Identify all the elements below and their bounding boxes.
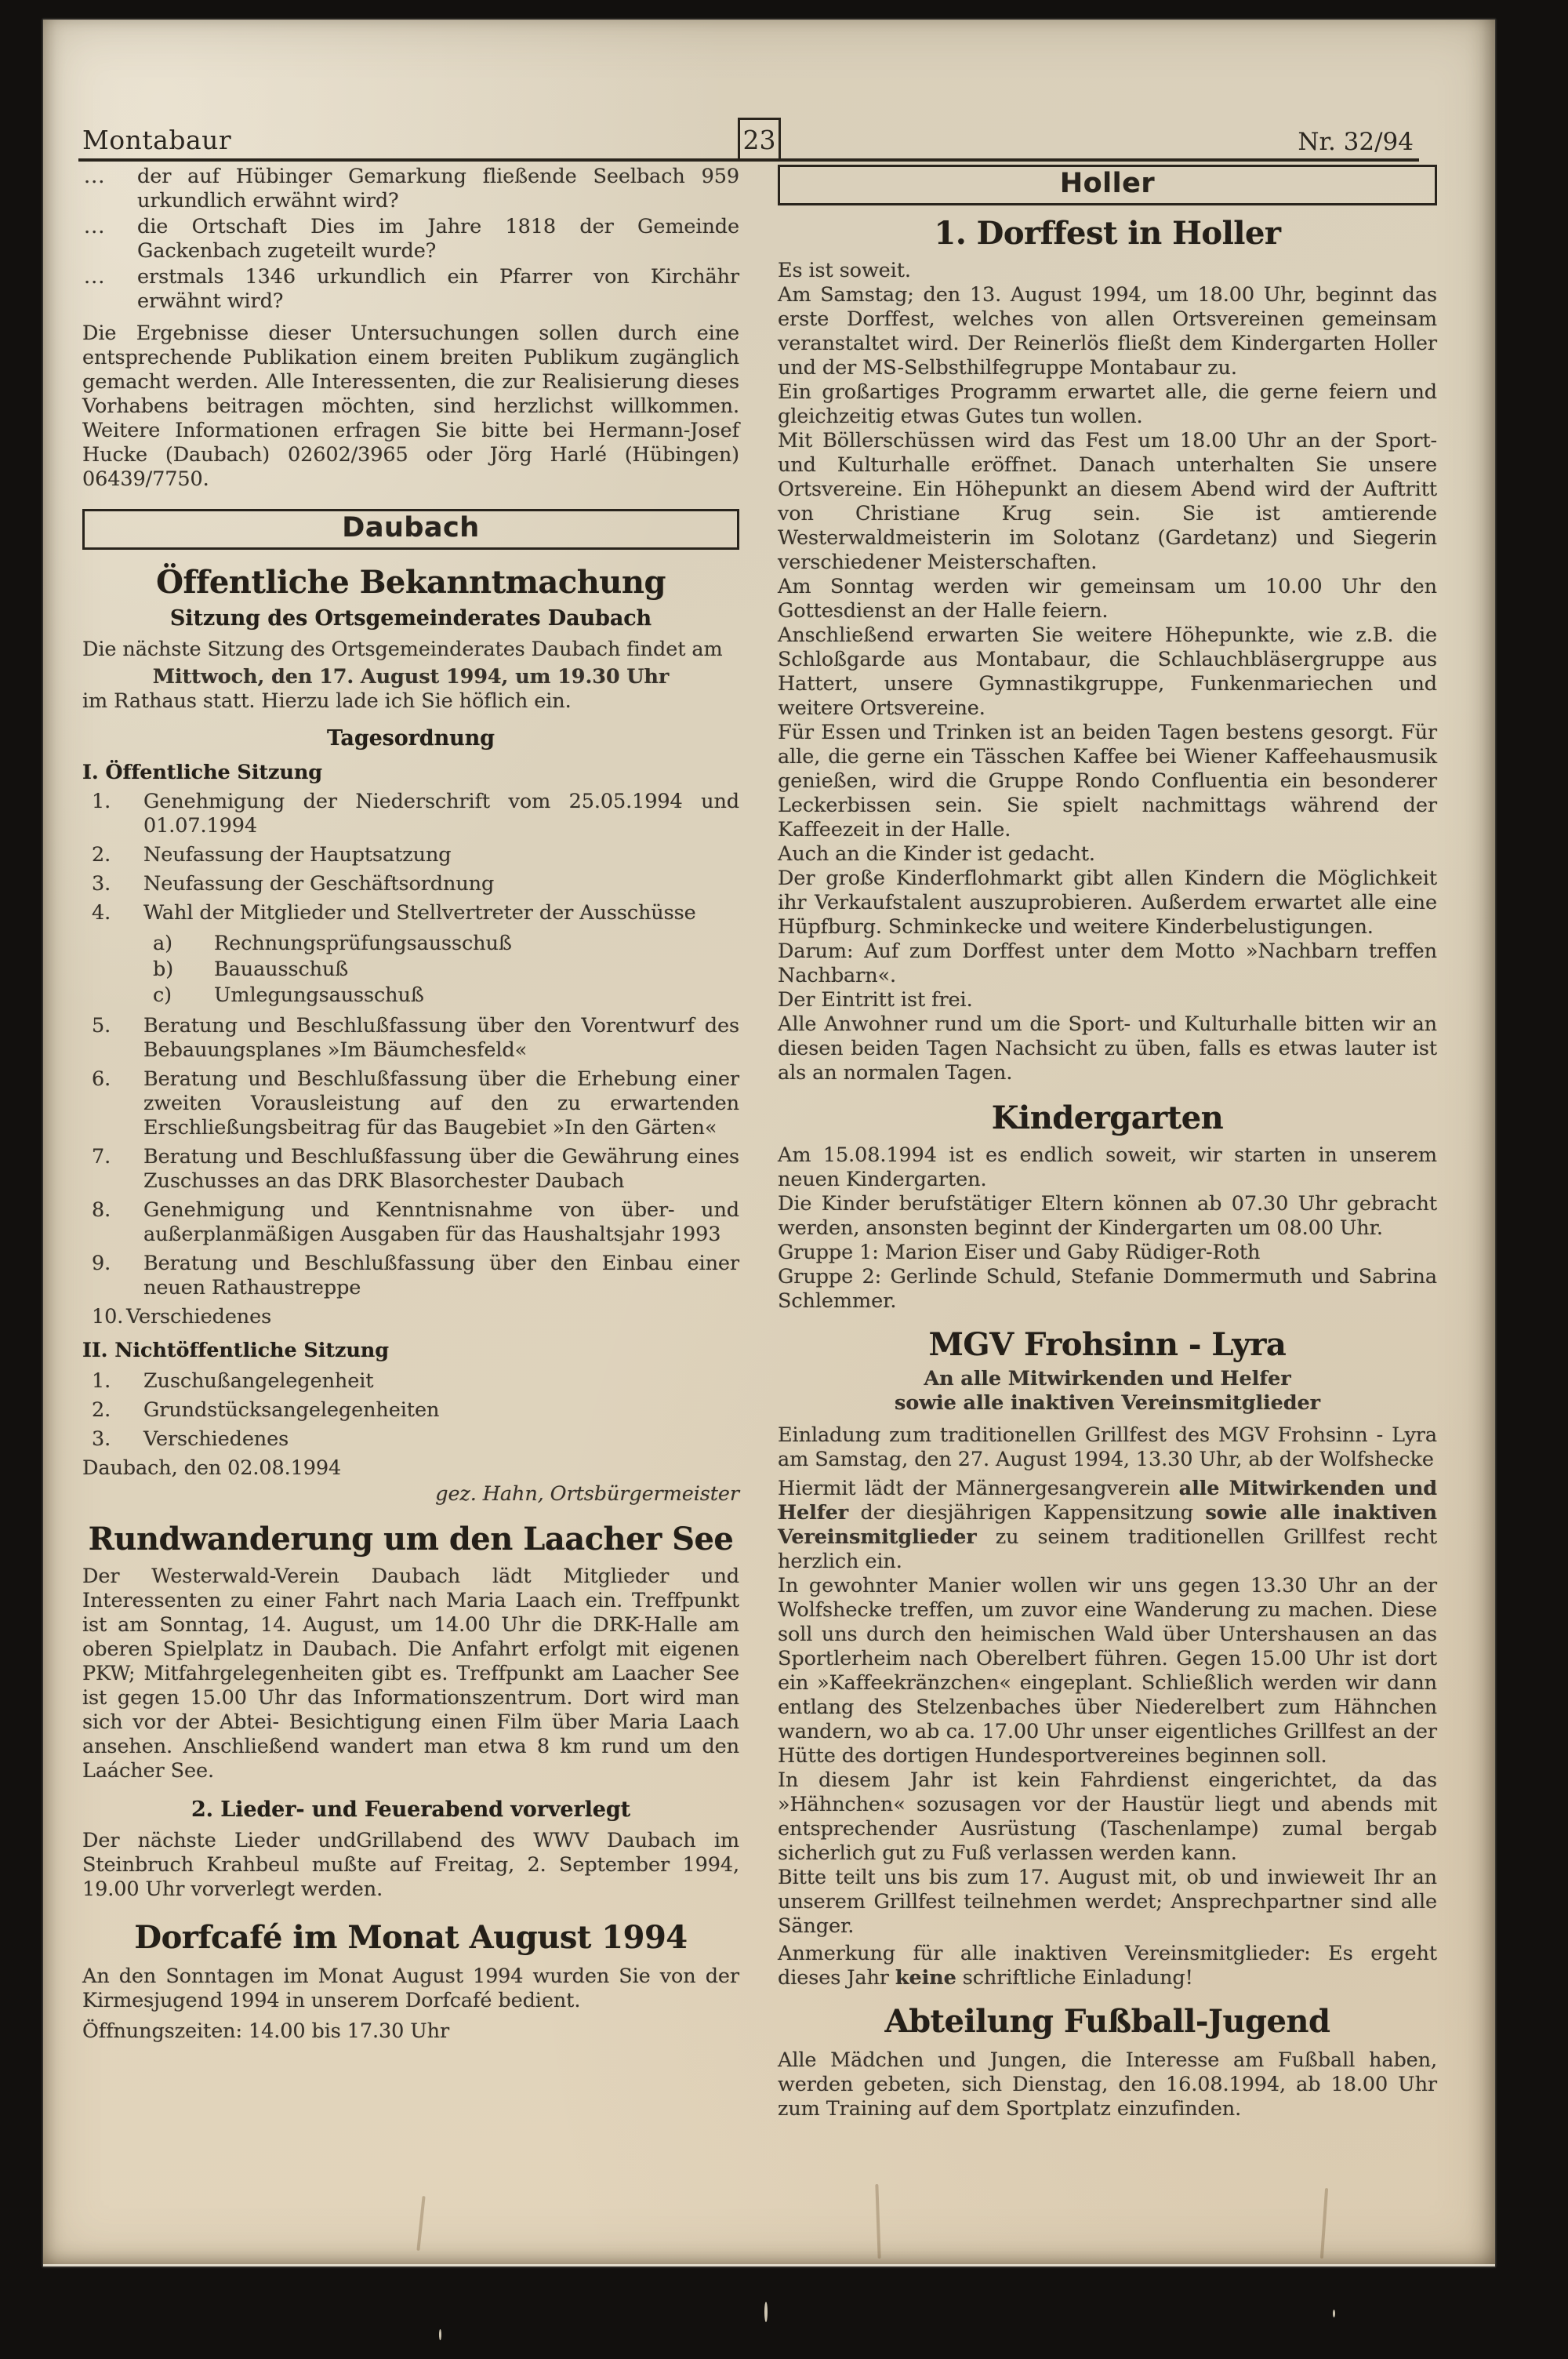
paper-crease [1320, 2188, 1328, 2259]
agenda-subitem-text: Bauausschuß [214, 958, 349, 981]
question-marker: ... [84, 165, 106, 188]
scan-speck [764, 2302, 768, 2322]
agenda-item-text: Neufassung der Hauptsatzung [143, 843, 452, 867]
left-column [82, 165, 739, 2121]
agenda-item-number: 4. [92, 901, 111, 925]
header-issue-number: Nr. 32/94 [1298, 128, 1414, 156]
laacher-see-body: Der Westerwald-Verein Daubach lädt Mitglieder und Interessenten zu einer Fahrt nach Maria Laach ein. Treffpunkt ist am Sonntag, 14. August, um 14.00 Uhr die DRK-Halle am oberen Spielplatz in Daubach. Die Anfahrt erfolgt mit eigenen PKW; Mitfahrgelegenheiten gibt es. Treffpunkt am Laacher See ist gegen 15.00 Uhr das Informationszentrum. Dort wird man sich vor der Abtei- Besichtigung einen Film über Maria Laach ansehen. Anschließend wandert man etwa 8 km rund um den Laácher See. [82, 1565, 739, 1783]
agenda-item-number: 8. [92, 1198, 111, 1222]
agenda-item [82, 1369, 739, 1394]
holler-section-title: Holler [1059, 168, 1156, 199]
agenda-subitem-letter: c) [153, 983, 172, 1007]
place-date-line: Daubach, den 02.08.1994 [82, 1456, 342, 1480]
agenda-item-number: 3. [92, 1427, 111, 1451]
agenda-item-text: Zuschußangelegenheit [143, 1369, 374, 1393]
scan-speck [439, 2329, 441, 2340]
mgv-paragraph: Hiermit lädt der Männergesangverein alle Mitwirkenden und Helfer der diesjährigen Kappensitzung sowie alle inaktiven Vereinsmitglieder zu seinem traditionellen Grillfest recht herzlich ein. [778, 1477, 1438, 1573]
agenda-item-number: 7. [92, 1145, 111, 1169]
dorffest-paragraph: Am Samstag; den 13. August 1994, um 18.00 Uhr, beginnt das erste Dorffest, welches von allen Ortsvereinen gemeinsam veranstaltet wird. Der Reinerlös fließt dem Kindergarten Holler und der MS-Selbsthilfegruppe Montabaur zu. [778, 283, 1437, 380]
agenda-item-text: Genehmigung und Kenntnisnahme von über- und außerplanmäßigen Ausgaben für das Haushaltsjahr 1993 [143, 1198, 739, 1246]
paper-crease [416, 2196, 425, 2251]
paper-crease [875, 2184, 880, 2259]
agenda-item [82, 1014, 739, 1063]
agenda-item [82, 1145, 739, 1194]
right-column [778, 165, 1437, 2121]
dorffest-paragraph: Es ist soweit. [778, 259, 911, 282]
kindergarten-paragraph: Gruppe 2: Gerlinde Schuld, Stefanie Dommermuth und Sabrina Schlemmer. [778, 1265, 1437, 1313]
fussball-body: Alle Mädchen und Jungen, die Interesse am Fußball haben, werden gebeten, sich Dienstag, den 16.08.1994, ab 18.00 Uhr zum Training auf dem Sportplatz einzufinden. [778, 2048, 1437, 2121]
research-outro-paragraph: Die Ergebnisse dieser Untersuchungen sollen durch eine entsprechende Publikation einem breiten Publikum zugänglich gemacht werden. Alle Interessenten, die zur Realisierung dieses Vorhabens beitragen möchten, sind herzlichst willkommen. Weitere Informationen erfragen Sie bitte bei Hermann-Josef Hucke (Daubach) 02602/3965 oder Jörg Harlé (Hübingen) 06439/7750. [82, 322, 739, 491]
agenda-subitem [82, 983, 739, 1008]
kindergarten-paragraph: Die Kinder berufstätiger Eltern können ab 07.30 Uhr gebracht werden, ansonsten beginnt der Kindergarten um 08.00 Uhr. [778, 1192, 1437, 1240]
dorfcafe-hours: Öffnungszeiten: 14.00 bis 17.30 Uhr [82, 2019, 450, 2043]
page-columns [82, 165, 1476, 2121]
mgv-paragraph: Bitte teilt uns bis zum 17. August mit, ob und inwieweit Ihr an unserem Grillfest teilnehmen werdet; Ansprechpartner sind alle Sänger. [778, 1866, 1437, 1938]
agenda-item-number: 5. [92, 1014, 111, 1038]
mgv-subtitle-line2: sowie alle inaktiven Vereinsmitglieder [895, 1391, 1320, 1415]
dorffest-paragraph: Darum: Auf zum Dorffest unter dem Motto »Nachbarn treffen Nachbarn«. [778, 940, 1437, 987]
daubach-section-title: Daubach [342, 512, 480, 543]
dorffest-paragraph: Der Eintritt ist frei. [778, 988, 973, 1012]
question-item [82, 265, 739, 314]
agenda-item [82, 872, 739, 896]
agenda-item-text: Verschiedenes [126, 1305, 272, 1329]
agenda-subitem-text: Rechnungsprüfungsausschuß [214, 932, 512, 955]
laacher-see-title: Rundwanderung um den Laacher See [88, 1521, 734, 1558]
kindergarten-paragraph: Gruppe 1: Marion Eiser und Gaby Rüdiger-Roth [778, 1241, 1261, 1264]
agenda-item [82, 1427, 739, 1452]
agenda-part2-list [82, 1369, 739, 1452]
dorffest-paragraph: Der große Kinderflohmarkt gibt allen Kindern die Möglichkeit ihr Verkaufstalent auszuprobieren. Außerdem erwartet alle eine Hüpfburg. Schminkecke und weitere Kinderbelustigungen. [778, 867, 1437, 939]
holler-section-box [778, 165, 1437, 205]
agenda-item [82, 901, 739, 925]
agenda-item-text: Beratung und Beschlußfassung über den Einbau einer neuen Rathaustreppe [143, 1252, 739, 1299]
agenda-item [82, 790, 739, 838]
agenda-item-text: Wahl der Mitglieder und Stellvertreter der Ausschüsse [143, 901, 696, 925]
dorffest-paragraph: Alle Anwohner rund um die Sport- und Kulturhalle bitten wir an diesen beiden Tagen Nachsicht zu üben, falls es etwas lauter ist als an normalen Tagen. [778, 1012, 1437, 1085]
daubach-section-box [82, 509, 739, 550]
fussball-title: Abteilung Fußball-Jugend [884, 2003, 1330, 2040]
question-item [82, 165, 739, 213]
agenda-item-text: Beratung und Beschlußfassung über die Gewährung eines Zuschusses an das DRK Blasorchester Daubach [143, 1145, 739, 1193]
mgv-paragraph: Anmerkung für alle inaktiven Vereinsmitglieder: Es ergeht dieses Jahr keine schriftliche Einladung! [778, 1942, 1437, 1990]
agenda-item [82, 1067, 739, 1140]
kindergarten-title: Kindergarten [991, 1100, 1224, 1136]
agenda-item-number: 2. [92, 1398, 111, 1422]
agenda-item-number: 3. [92, 872, 111, 896]
session-date-line: Mittwoch, den 17. August 1994, um 19.30 Uhr [152, 665, 670, 689]
agenda-item [82, 1398, 739, 1423]
agenda-item-text: Neufassung der Geschäftsordnung [143, 872, 495, 896]
page-number-box [738, 118, 781, 162]
agenda-item [82, 1305, 739, 1329]
scan-speck [1333, 2310, 1335, 2317]
question-item [82, 215, 739, 264]
dorfcafe-title: Dorfcafé im Monat August 1994 [134, 1919, 688, 1956]
question-text: der auf Hübinger Gemarkung fließende Seelbach 959 urkundlich erwähnt wird? [137, 165, 739, 213]
agenda-item-text: Beratung und Beschlußfassung über die Erhebung einer zweiten Vorausleistung auf den zu erwartenden Erschließungsbeitrag für das Baugebiet »In den Gärten« [143, 1067, 739, 1140]
header-community: Montabaur [82, 125, 232, 155]
agenda-part1-heading: I. Öffentliche Sitzung [82, 761, 322, 784]
agenda-subitem [82, 932, 739, 956]
agenda-item-number: 1. [92, 1369, 111, 1393]
session-intro: Die nächste Sitzung des Ortsgemeinderates Daubach findet am [82, 638, 723, 661]
agenda-heading: Tagesordnung [327, 726, 495, 751]
page-number: 23 [742, 124, 776, 155]
agenda-item-text: Beratung und Beschlußfassung über den Vorentwurf des Bebauungsplanes »Im Bäumchesfeld« [143, 1014, 739, 1062]
agenda-subitem-letter: a) [153, 932, 172, 955]
agenda-subitem-letter: b) [153, 958, 174, 981]
agenda-item-number: 6. [92, 1067, 111, 1091]
agenda-subitem [82, 958, 739, 982]
dorffest-paragraph: Am Sonntag werden wir gemeinsam um 10.00 Uhr den Gottesdienst an der Halle feiern. [778, 575, 1437, 623]
question-text: die Ortschaft Dies im Jahre 1818 der Gemeinde Gackenbach zugeteilt wurde? [137, 215, 739, 263]
dorffest-paragraph: Ein großartiges Programm erwartet alle, die gerne feiern und gleichzeitig etwas Gutes tun wollen. [778, 380, 1437, 428]
kindergarten-paragraph: Am 15.08.1994 ist es endlich soweit, wir starten in unserem neuen Kindergarten. [778, 1143, 1437, 1191]
mgv-subtitle-line1: An alle Mitwirkenden und Helfer [924, 1367, 1291, 1390]
agenda-item-number: 2. [92, 843, 111, 867]
newspaper-page [43, 20, 1495, 2266]
announcement-title: Öffentliche Bekanntmachung [156, 564, 666, 601]
dorffest-paragraph: Anschließend erwarten Sie weitere Höhepunkte, wie z.B. die Schloßgarde aus Montabaur, die Schlauchbläsergruppe aus Hattert, unsere Gymnastikgruppe, Funkenmariechen und weitere Ortsvereine. [778, 623, 1437, 720]
mgv-paragraph: In gewohnter Manier wollen wir uns gegen 13.30 Uhr an der Wolfshecke treffen, um zuvor eine Wanderung zu machen. Diese soll uns durch den heimischen Wald über Untershausen an das Sportlerheim nach Oberelbert führen. Gegen 15.00 Uhr ist dort ein »Kaffeekränzchen« eingeplant. Schließlich werden wir dann entlang des Stelzenbaches über Niederelbert zum Hähnchen wandern, wo ab ca. 17.00 Uhr unser eigentliches Grillfest an der Hütte des dortigen Hundesportvereines beginnen soll. [778, 1574, 1437, 1768]
dorffest-paragraph: Mit Böllerschüssen wird das Fest um 18.00 Uhr an der Sport- und Kulturhalle eröffnet. Danach unterhalten Sie unsere Ortsvereine. Ein Höhepunkt an diesem Abend wird der Auftritt von Christiane Krug sein. Sie ist amtierende Westerwaldmeisterin im Solotanz (Gardetanz) und Siegerin verschiedener Meisterschaften. [778, 429, 1437, 574]
question-marker: ... [84, 215, 106, 238]
paper-bottom-edge [43, 2264, 1495, 2266]
agenda-item-number: 9. [92, 1252, 111, 1275]
agenda-part2-heading: II. Nichtöffentliche Sitzung [82, 1339, 389, 1362]
mgv-paragraph: In diesem Jahr ist kein Fahrdienst eingerichtet, da das »Hähnchen« sozusagen vor der Haustür liegt und abends mit entsprechender Ausrüstung (Taschenlampe) zumal bergab sicherlich gut zu Fuß verlassen werden kann. [778, 1768, 1437, 1865]
signature-line: gez. Hahn, Ortsbürgermeister [435, 1482, 739, 1506]
feuerabend-body: Der nächste Lieder undGrillabend des WWV Daubach im Steinbruch Krahbeul mußte auf Freitag, 2. September 1994, 19.00 Uhr vorverlegt werden. [82, 1829, 739, 1901]
mgv-paragraph: Einladung zum traditionellen Grillfest des MGV Frohsinn - Lyra am Samstag, den 27. August 1994, 13.30 Uhr, ab der Wolfshecke [778, 1423, 1437, 1471]
agenda-item-text: Verschiedenes [143, 1427, 289, 1451]
agenda-item-number: 10. [92, 1305, 124, 1329]
agenda-item [82, 1198, 739, 1247]
feuerabend-title: 2. Lieder- und Feuerabend vorverlegt [191, 1797, 630, 1822]
session-intro-close: im Rathaus statt. Hierzu lade ich Sie höflich ein. [82, 689, 572, 713]
announcement-subtitle: Sitzung des Ortsgemeinderates Daubach [169, 606, 652, 631]
agenda-item-text: Grundstücksangelegenheiten [143, 1398, 440, 1422]
question-marker: ... [84, 265, 106, 289]
dorffest-paragraph: Auch an die Kinder ist gedacht. [778, 842, 1095, 866]
agenda-subitem-text: Umlegungsausschuß [214, 983, 424, 1007]
agenda-part1-list [82, 790, 739, 1329]
agenda-item-number: 1. [92, 790, 111, 813]
dorffest-paragraph: Für Essen und Trinken ist an beiden Tagen bestens gesorgt. Für alle, die gerne ein Tässchen Kaffee bei Wiener Kaffeehausmusik genießen, wird die Gruppe Rondo Confluentia ein besonderer Leckerbissen sein. Sie spielt nachmittags während der Kaffeezeit in der Halle. [778, 721, 1437, 841]
question-text: erstmals 1346 urkundlich ein Pfarrer von Kirchähr erwähnt wird? [137, 265, 739, 313]
dorffest-title: 1. Dorffest in Holler [934, 215, 1281, 252]
mgv-title: MGV Frohsinn - Lyra [928, 1326, 1287, 1363]
dorfcafe-body: An den Sonntagen im Monat August 1994 wurden Sie von der Kirmesjugend 1994 in unserem Dorfcafé bedient. [82, 1965, 739, 2012]
agenda-item [82, 843, 739, 867]
agenda-item [82, 1252, 739, 1300]
agenda-item-text: Genehmigung der Niederschrift vom 25.05.1994 und 01.07.1994 [143, 790, 739, 838]
header-rule [78, 158, 1419, 162]
